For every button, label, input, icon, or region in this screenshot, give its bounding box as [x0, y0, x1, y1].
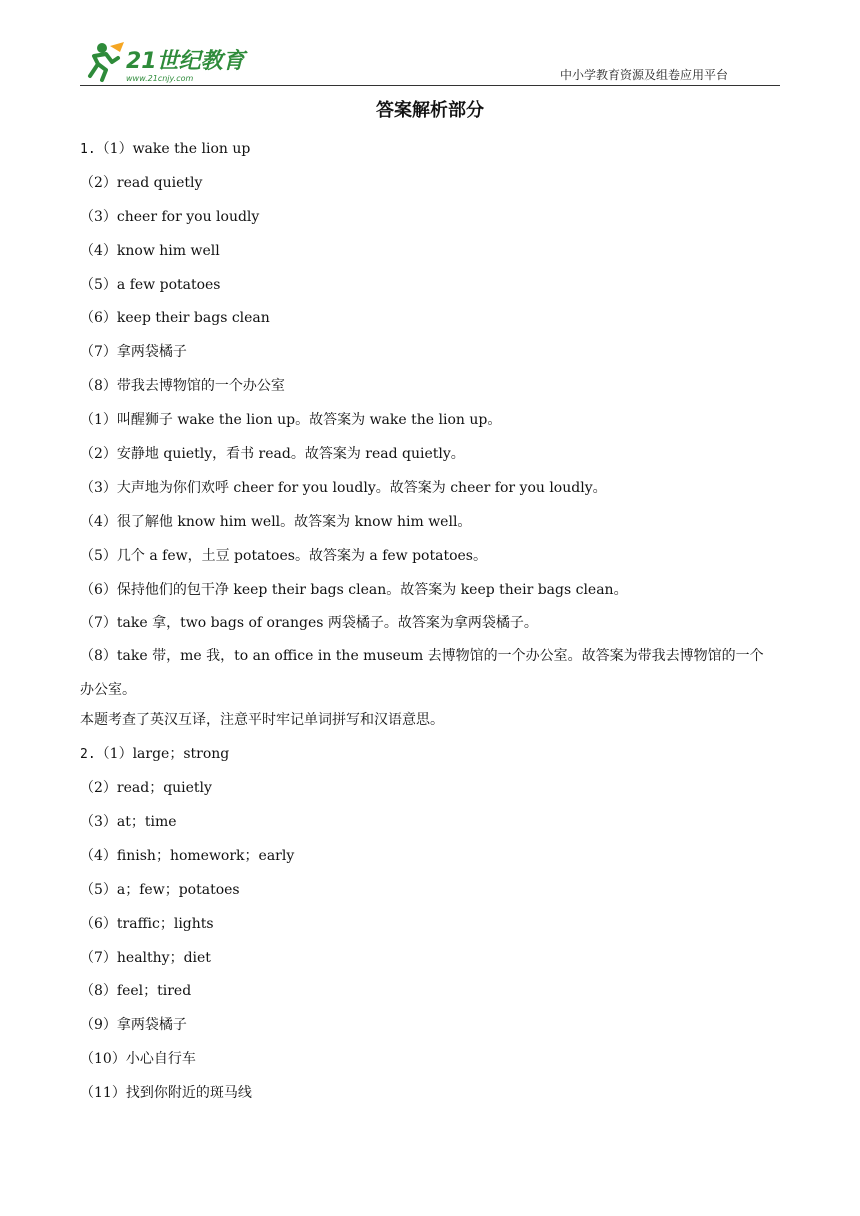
q1-explanation-2: （2）安静地 quietly，看书 read。故答案为 read quietly。: [80, 446, 465, 463]
answer-text: （1）large；strong: [95, 746, 230, 763]
page-title: 答案解析部分: [376, 100, 484, 121]
q1-explanation-5: （5）几个 a few，土豆 potatoes。故答案为 a few potatoes。: [80, 547, 487, 564]
platform-name: 中小学教育资源及组卷应用平台: [559, 68, 728, 82]
q2-answer-6: （6）traffic；lights: [80, 915, 214, 932]
q1-answer-5: （5）a few potatoes: [80, 276, 221, 293]
q1-explanation-6: （6）保持他们的包干净 keep their bags clean。故答案为 keep their bags clean。: [80, 581, 628, 598]
q1-answer-7: （7）拿两袋橘子: [80, 344, 187, 361]
answer-content: [80, 137, 780, 1115]
q1-answer-4: （4）know him well: [80, 242, 220, 259]
q2-answer-2: （2）read；quietly: [80, 780, 212, 797]
q2-answer-1: [80, 742, 780, 776]
q1-answer-8: （8）带我去博物馆的一个办公室: [80, 378, 285, 395]
q1-explanation-7: （7）take 拿，two bags of oranges 两袋橘子。故答案为拿两袋橘子。: [80, 615, 538, 632]
header-divider: [80, 85, 780, 86]
q2-answer-5: （5）a；few；potatoes: [80, 881, 240, 898]
q2-answer-3: （3）at；time: [80, 813, 177, 830]
q2-answer-7: （7）healthy；diet: [80, 949, 211, 966]
logo-url: www.21cnjy.com: [126, 74, 194, 83]
q1-explanation-1: （1）叫醒狮子 wake the lion up。故答案为 wake the lion up。: [80, 412, 502, 429]
q2-number: 2.: [80, 747, 96, 763]
q1-answer-3: （3）cheer for you loudly: [80, 208, 260, 225]
q1-answer-1: [80, 137, 780, 171]
logo-text: 21世纪教育: [126, 49, 245, 74]
q2-answer-8: （8）feel；tired: [80, 983, 192, 1000]
page-header: [80, 38, 780, 86]
q1-explanation-4: （4）很了解他 know him well。故答案为 know him well。: [80, 513, 472, 530]
q2-answer-10: （10）小心自行车: [80, 1051, 196, 1068]
q1-summary: 本题考查了英汉互译，注意平时牢记单词拼写和汉语意思。: [80, 712, 444, 729]
answer-text: （1）wake the lion up: [95, 141, 251, 157]
q1-answer-6: （6）keep their bags clean: [80, 310, 270, 327]
q2-answer-9: （9）拿两袋橘子: [80, 1017, 187, 1034]
q1-answer-2: （2）read quietly: [80, 174, 203, 191]
q2-answer-4: （4）finish；homework；early: [80, 847, 295, 864]
logo-21cnjy: [80, 40, 250, 84]
q2-answer-11: （11）找到你附近的斑马线: [80, 1085, 252, 1102]
q1-explanation-8: （8）take 带，me 我，to an office in the museum 去博物馆的一个办公室。故答案为带我去博物馆的一个办公室。: [80, 648, 764, 699]
q1-number: 1.: [80, 142, 96, 157]
q1-explanation-3: （3）大声地为你们欢呼 cheer for you loudly。故答案为 cheer for you loudly。: [80, 479, 607, 496]
